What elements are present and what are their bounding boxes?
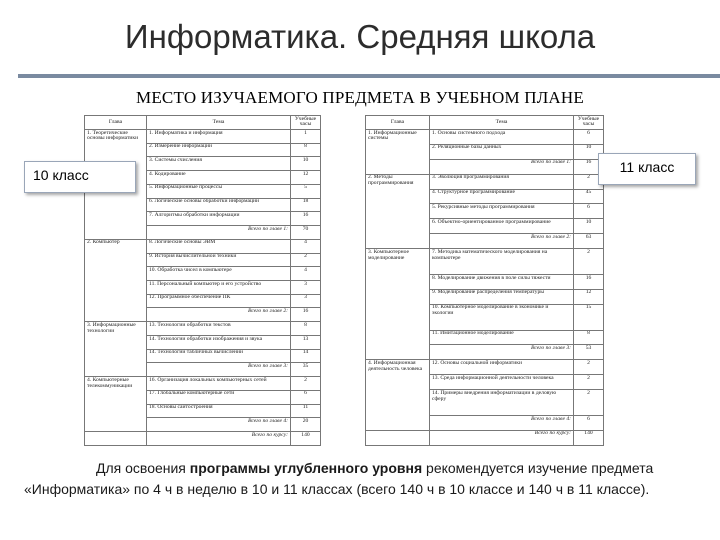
chapter-cell: 2. Методы программирования — [366, 174, 430, 249]
course-total-row — [85, 432, 321, 446]
topic-cell: 6. Объектно-ориентированное программирование — [430, 219, 574, 234]
chapter-cell: 3. Компьютерное моделирование — [366, 249, 430, 360]
hours-cell: 10 — [291, 157, 321, 171]
topic-cell: 17. Глобальные компьютерные сети — [147, 390, 291, 404]
header-hours: Учебные часы — [291, 116, 321, 130]
hours-cell: 8 — [291, 143, 321, 157]
hours-cell: 4 — [291, 267, 321, 281]
topic-cell: 14. Технологии обработки изображения и звука — [147, 335, 291, 349]
chapter-total-hours: 35 — [291, 363, 321, 377]
hours-cell: 10 — [574, 144, 604, 159]
chapter-total-hours: 16 — [291, 308, 321, 322]
chapter-total-label: Всего по главе 3: — [430, 345, 574, 360]
header-hours: Учебные часы — [574, 116, 604, 130]
topic-cell: 3. Эволюция программирования — [430, 174, 574, 189]
hours-cell: 2 — [574, 249, 604, 275]
hours-cell: 2 — [291, 377, 321, 391]
chapter-total-hours: 16 — [574, 159, 604, 174]
topic-cell: 14. Примеры внедрения информатизации в деловую сферу — [430, 390, 574, 416]
table-row — [85, 129, 321, 143]
chapter-total-hours: 20 — [291, 418, 321, 432]
topic-cell: 11. Имитационное моделирование — [430, 330, 574, 345]
hours-cell: 2 — [574, 174, 604, 189]
note-text-end: рекомендуется изучение предмета «Информатика» по 4 ч в неделю в 10 и 11 классах (всего 140 ч в 10 классе и 140 ч в 11 классе). — [24, 460, 654, 497]
hours-cell: 6 — [574, 129, 604, 144]
section-subtitle: МЕСТО ИЗУЧАЕМОГО ПРЕДМЕТА В УЧЕБНОМ ПЛАНЕ — [136, 88, 584, 107]
course-total-label: Всего по курсу: — [147, 432, 291, 446]
table-row — [85, 377, 321, 391]
hours-cell: 3 — [291, 294, 321, 308]
chapter-total-hours: 53 — [574, 345, 604, 360]
topic-cell: 10. Компьютерное моделирование в экономике и экологии — [430, 304, 574, 330]
topic-cell: 9. Моделирование распределения температуры — [430, 289, 574, 304]
chapter-cell: 3. Информационные технологии — [85, 322, 147, 377]
grade11-curriculum-table — [365, 115, 604, 446]
chapter-cell: 1. Информационные системы — [366, 129, 430, 174]
page-title: Информатика. Средняя школа — [124, 18, 596, 55]
chapter-cell: 2. Компьютер — [85, 239, 147, 321]
chapter-cell: 4. Информационная деятельность человека — [366, 360, 430, 431]
hours-cell: 4 — [291, 239, 321, 253]
grade11-callout: 11 класс — [598, 153, 696, 185]
table-row — [366, 249, 604, 275]
topic-cell: 2. Реляционные базы данных — [430, 144, 574, 159]
chapter-cell: 4. Компьютерные телекоммуникации — [85, 377, 147, 432]
hours-cell: 13 — [291, 335, 321, 349]
topic-cell: 3. Системы счисления — [147, 157, 291, 171]
topic-cell: 8. Моделирование движения в поле силы тяжести — [430, 274, 574, 289]
topic-cell: 12. Основы социальной информатики — [430, 360, 574, 375]
chapter-total-label: Всего по главе 1: — [147, 226, 291, 240]
hours-cell: 2 — [574, 390, 604, 416]
hours-cell: 12 — [291, 171, 321, 185]
hours-cell: 14 — [291, 349, 321, 363]
topic-cell: 2. Измерение информации — [147, 143, 291, 157]
topic-cell: 8. Логические основы ЭВМ — [147, 239, 291, 253]
hours-cell: 2 — [291, 253, 321, 267]
topic-cell: 5. Рекурсивные методы программирования — [430, 204, 574, 219]
hours-cell: 2 — [574, 360, 604, 375]
chapter-total-hours: 6 — [574, 415, 604, 430]
hours-cell: 11 — [291, 404, 321, 418]
topic-cell: 4. Кодирование — [147, 171, 291, 185]
topic-cell: 13. Технологии обработки текстов — [147, 322, 291, 336]
table-row — [85, 239, 321, 253]
hours-cell: 10 — [574, 219, 604, 234]
note-emphasis: программы углубленного уровня — [189, 460, 423, 476]
note-text-start: Для освоения — [96, 460, 190, 476]
topic-cell: 13. Среда информационной деятельности человека — [430, 375, 574, 390]
topic-cell: 4. Структурное программирование — [430, 189, 574, 204]
topic-cell: 18. Основы сайтостроения — [147, 404, 291, 418]
hours-cell: 5 — [291, 184, 321, 198]
title-divider — [18, 74, 720, 78]
topic-cell: 16. Организация локальных компьютерных сетей — [147, 377, 291, 391]
chapter-total-hours: 63 — [574, 234, 604, 249]
hours-cell: 45 — [574, 189, 604, 204]
hours-cell: 12 — [574, 289, 604, 304]
hours-cell: 16 — [291, 212, 321, 226]
header-topic: Тема — [430, 116, 574, 130]
grade10-callout: 10 класс — [24, 161, 136, 193]
hours-cell: 3 — [291, 280, 321, 294]
topic-cell: 7. Методика математического моделирования на компьютере — [430, 249, 574, 275]
table-row — [366, 174, 604, 189]
topic-cell: 6. Логические основы обработки информации — [147, 198, 291, 212]
topic-cell: 11. Персональный компьютер и его устройство — [147, 280, 291, 294]
hours-cell: 8 — [291, 322, 321, 336]
chapter-cell: 1. Теоретические основы информатики — [85, 129, 147, 239]
topic-cell: 5. Информационные процессы — [147, 184, 291, 198]
topic-cell: 9. История вычислительной техники — [147, 253, 291, 267]
topic-cell: 7. Алгоритмы обработки информации — [147, 212, 291, 226]
chapter-total-hours: 70 — [291, 226, 321, 240]
course-total-row — [366, 430, 604, 445]
table-row — [85, 322, 321, 336]
chapter-total-label: Всего по главе 1: — [430, 159, 574, 174]
empty-cell — [366, 430, 430, 445]
hours-cell: 15 — [574, 304, 604, 330]
chapter-total-label: Всего по главе 4: — [430, 415, 574, 430]
table-row — [366, 129, 604, 144]
course-total-hours: 140 — [291, 432, 321, 446]
empty-cell — [85, 432, 147, 446]
hours-cell: 6 — [291, 390, 321, 404]
hours-cell: 8 — [574, 330, 604, 345]
header-chapter: Глава — [85, 116, 147, 130]
topic-cell: 10. Обработка чисел в компьютере — [147, 267, 291, 281]
chapter-total-label: Всего по главе 4: — [147, 418, 291, 432]
chapter-total-label: Всего по главе 3: — [147, 363, 291, 377]
table-row — [366, 360, 604, 375]
header-chapter: Глава — [366, 116, 430, 130]
chapter-total-label: Всего по главе 2: — [147, 308, 291, 322]
course-total-hours: 140 — [574, 430, 604, 445]
chapter-total-label: Всего по главе 2: — [430, 234, 574, 249]
topic-cell: 1. Основы системного подхода — [430, 129, 574, 144]
hours-cell: 18 — [291, 198, 321, 212]
hours-cell: 1 — [291, 129, 321, 143]
topic-cell: 14. Технологии табличных вычислений — [147, 349, 291, 363]
header-topic: Тема — [147, 116, 291, 130]
hours-cell: 16 — [574, 274, 604, 289]
hours-cell: 6 — [574, 204, 604, 219]
topic-cell: 1. Информатика и информация — [147, 129, 291, 143]
course-total-label: Всего по курсу: — [430, 430, 574, 445]
topic-cell: 12. Программное обеспечение ПК — [147, 294, 291, 308]
hours-cell: 2 — [574, 375, 604, 390]
note-paragraph — [24, 458, 704, 500]
